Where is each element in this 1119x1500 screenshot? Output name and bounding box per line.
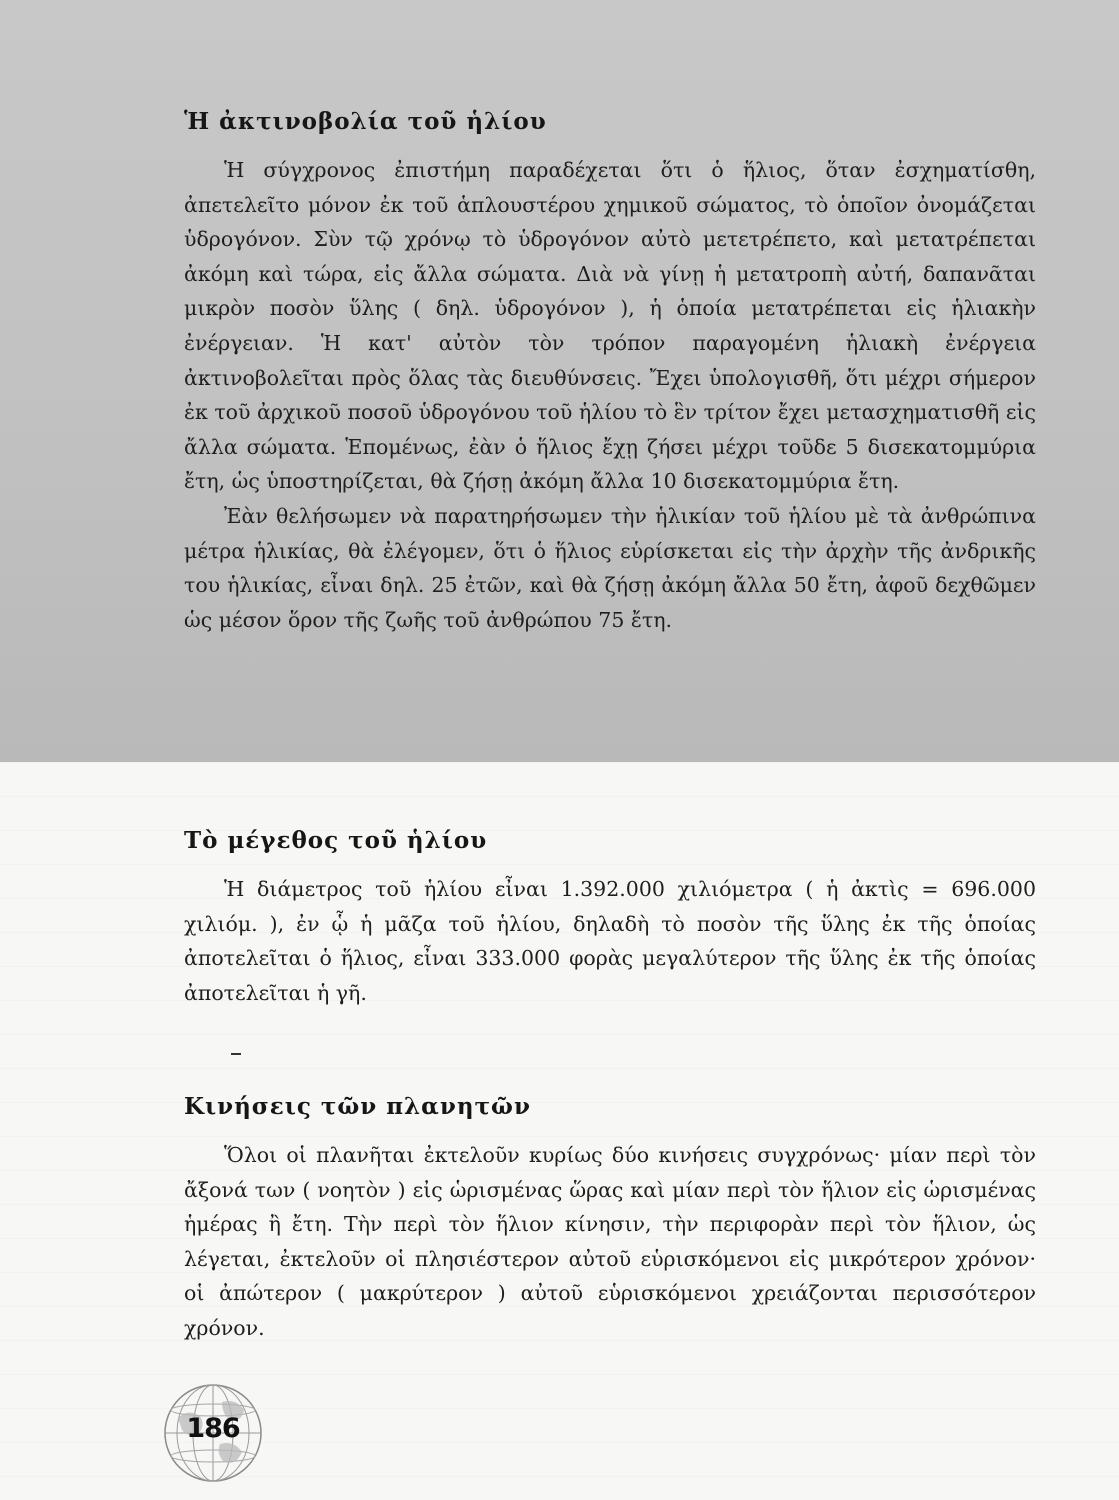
section-sun-radiation (184, 108, 1036, 637)
section-heading: Τὸ μέγεθος τοῦ ἡλίου (184, 827, 488, 854)
section-sun-size (184, 827, 1036, 1010)
section-heading: Κινήσεις τῶν πλανητῶν (184, 1093, 531, 1120)
paragraph: Ἐὰν θελήσωμεν νὰ παρατηρήσωμεν τὴν ἡλικίαν τοῦ ἡλίου μὲ τὰ ἀνθρώπινα μέτρα ἡλικίας, θὰ ἐλέγομεν, ὅτι ὁ ἥλιος εὑρίσκεται εἰς τὴν ἀρχὴν τῆς ἀνδρικῆς του ἡλικίας, εἶναι δηλ. 25 ἐτῶν, καὶ θὰ ζήσῃ ἀκόμη ἄλλα 50 ἔτη, ἀφοῦ δεχθῶμεν ὡς μέσον ὅρον τῆς ζωῆς τοῦ ἀνθρώπου 75 ἔτη. (184, 503, 1036, 632)
stray-mark (231, 1053, 241, 1055)
section-heading: Ἡ ἀκτινοβολία τοῦ ἡλίου (184, 108, 547, 135)
paragraph: Ὅλοι οἱ πλανῆται ἐκτελοῦν κυρίως δύο κινήσεις συγχρόνως· μίαν περὶ τὸν ἄξονά των ( νοητὸν ) εἰς ὡρισμένας ὥρας καὶ μίαν περὶ τὸν ἥλιον εἰς ὡρισμένας ἡμέρας ἢ ἔτη. Τὴν περὶ τὸν ἥλιον κίνησιν, τὴν περιφορὰν περὶ τὸν ἥλιον, ὡς λέγεται, ἐκτελοῦν οἱ πλησιέστερον αὐτοῦ εὑρισκόμενοι εἰς μικρότερον χρόνον· οἱ ἀπώτερον ( μακρύτερον ) αὐτοῦ εὑρισκόμενοι χρειάζονται περισσότερον χρόνον. (184, 1143, 1036, 1340)
paragraph: Ἡ διάμετρος τοῦ ἡλίου εἶναι 1.392.000 χιλιόμετρα ( ἡ ἀκτὶς = 696.000 χιλιόμ. ), ἐν ᾧ ἡ μᾶζα τοῦ ἡλίου, δηλαδὴ τὸ ποσὸν τῆς ὕλης ἐκ τῆς ὁποίας ἀποτελεῖται ὁ ἥλιος, εἶναι 333.000 φορὰς μεγαλύτερον τῆς ὕλης ἐκ τῆς ὁποίας ἀποτελεῖται ἡ γῆ. (184, 877, 1036, 1005)
paragraph: Ἡ σύγχρονος ἐπιστήμη παραδέχεται ὅτι ὁ ἥλιος, ὅταν ἐσχηματίσθη, ἀπετελεῖτο μόνον ἐκ τοῦ ἁπλουστέρου χημικοῦ σώματος, τὸ ὁποῖον ὀνομάζεται ὑδρογόνον. Σὺν τῷ χρόνῳ τὸ ὑδρογόνον αὐτὸ μετετρέπετο, καὶ μετατρέπεται ἀκόμη καὶ τώρα, εἰς ἄλλα σώματα. Διὰ νὰ γίνῃ ἡ μετατροπὴ αὐτή, δαπανᾶται μικρὸν ποσὸν ὕλης ( δηλ. ὑδρογόνον ), ἡ ὁποία μετατρέπεται εἰς ἡλιακὴν ἐνέργειαν. Ἡ κατ' αὐτὸν τὸν τρόπον παραγομένη ἡλιακὴ ἐνέργεια ἀκτινοβολεῖται πρὸς ὅλας τὰς διευθύνσεις. Ἔχει ὑπολογισθῆ, ὅτι μέχρι σήμερον ἐκ τοῦ ἀρχικοῦ ποσοῦ ὑδρογόνου τοῦ ἡλίου τὸ ἓν τρίτον ἔχει μετασχηματισθῆ εἰς ἄλλα σώματα. Ἑπομένως, ἐὰν ὁ ἥλιος ἔχῃ ζήσει μέχρι τοῦδε 5 δισεκατομμύρια ἔτη, ὡς ὑποστηρίζεται, θὰ ζήσῃ ἀκόμη ἄλλα 10 δισεκατομμύρια ἔτη. (184, 158, 1036, 494)
page-number: 186 (186, 1413, 240, 1444)
section-planet-motions (184, 1093, 1036, 1346)
